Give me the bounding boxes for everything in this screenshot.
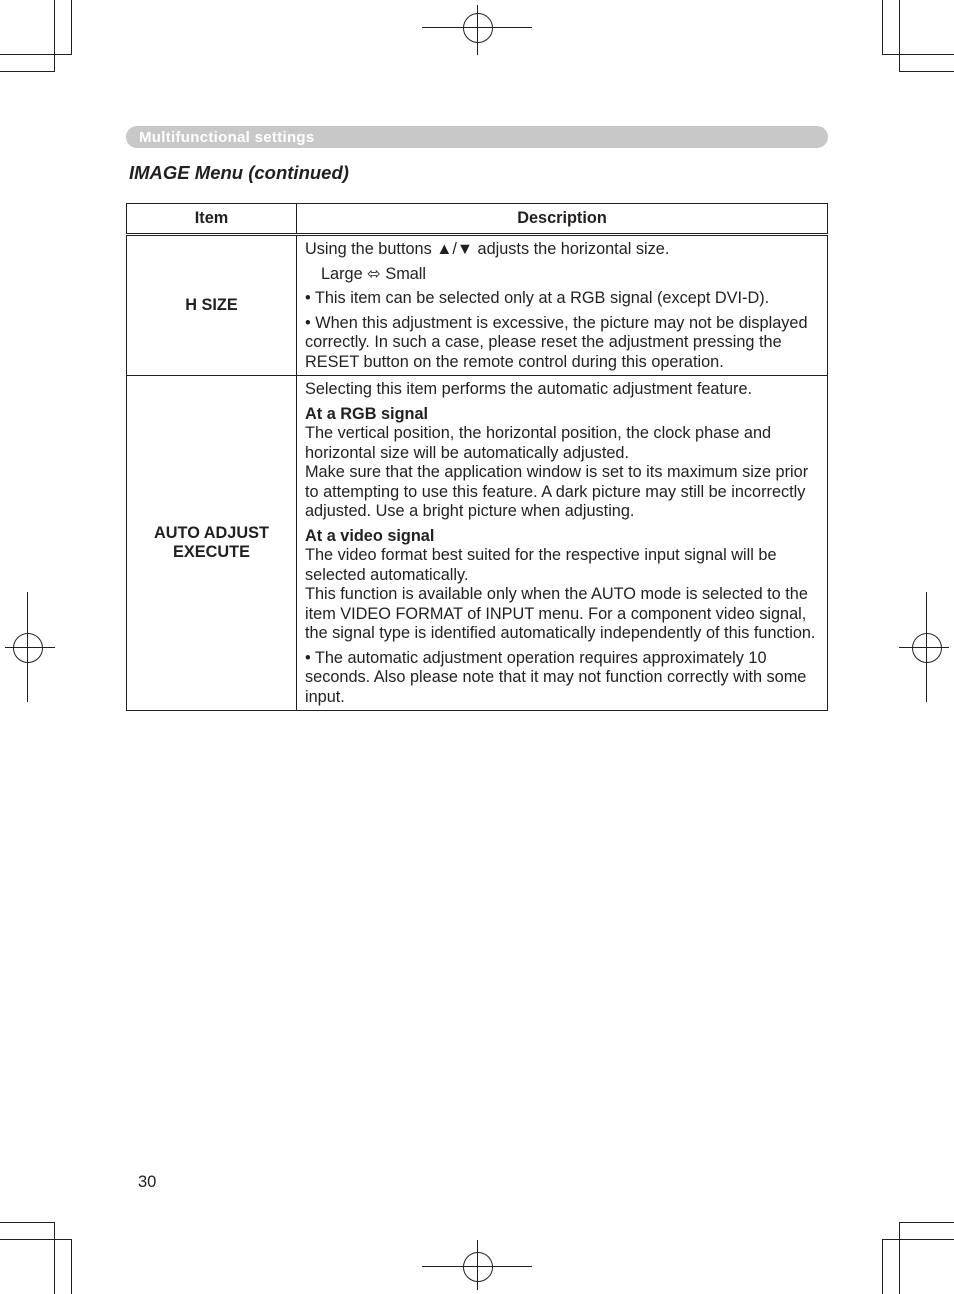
crop-mark	[54, 1222, 55, 1294]
description-text: Selecting this item performs the automatic adjustment feature.	[305, 380, 753, 398]
registration-circle	[463, 1252, 493, 1282]
crop-mark	[54, 0, 55, 72]
description-text: Using the buttons ▲/▼ adjusts the horizontal size.	[305, 240, 670, 258]
description-auto-adjust-execute	[297, 376, 828, 711]
description-h-size	[297, 235, 828, 376]
description-note: • When this adjustment is excessive, the picture may not be displayed correctly. In such a case, please reset the adjustment pressing the RESET button on the remote control during this operation.	[305, 313, 808, 371]
subheading-rgb-signal: At a RGB signal	[305, 404, 429, 423]
description-text: The vertical position, the horizontal position, the clock phase and horizontal size will be automatically adjusted.	[305, 424, 772, 462]
crop-mark	[899, 1222, 900, 1294]
item-name-auto-adjust-execute	[127, 376, 297, 711]
column-header-item: Item	[127, 204, 297, 235]
table-row-auto-adjust-execute	[127, 376, 828, 711]
table-header-row	[127, 204, 828, 235]
description-text: This function is available only when the AUTO mode is selected to the item VIDEO FORMAT of INPUT menu. For a component video signal, the signal type is identified automatically independently of this function.	[305, 585, 816, 642]
description-note: • This item can be selected only at a RGB signal (except DVI-D).	[305, 289, 770, 307]
page-number: 30	[138, 1173, 157, 1191]
crop-mark	[899, 1222, 954, 1223]
registration-circle	[463, 13, 493, 43]
crop-mark	[899, 71, 954, 72]
crop-mark	[0, 54, 72, 55]
crop-mark	[0, 1239, 72, 1240]
crop-mark	[71, 0, 72, 55]
column-header-description: Description	[297, 204, 828, 235]
description-note: • The automatic adjustment operation requires approximately 10 seconds. Also please note that it may not function correctly with some input.	[305, 648, 807, 706]
page-title: IMAGE Menu (continued)	[129, 162, 349, 183]
crop-mark	[882, 54, 954, 55]
item-name-line: EXECUTE	[173, 543, 250, 561]
description-text: Large ⬄ Small	[321, 264, 427, 283]
item-name-h-size: H SIZE	[127, 235, 297, 376]
crop-mark	[71, 1239, 72, 1294]
registration-circle	[912, 633, 942, 663]
item-name-line: AUTO ADJUST	[154, 523, 269, 542]
crop-mark	[882, 0, 883, 55]
table-row-h-size	[127, 235, 828, 376]
section-title: Multifunctional settings	[139, 129, 315, 146]
crop-mark	[882, 1239, 883, 1294]
section-header-bar	[126, 126, 828, 148]
description-text: The video format best suited for the respective input signal will be selected automatically.	[305, 546, 777, 584]
crop-mark	[899, 0, 900, 72]
image-menu-table	[126, 203, 828, 711]
crop-mark	[882, 1239, 954, 1240]
crop-mark	[0, 1222, 55, 1223]
subheading-video-signal: At a video signal	[305, 526, 435, 545]
crop-mark	[0, 71, 55, 72]
registration-circle	[13, 633, 43, 663]
description-text: Make sure that the application window is set to its maximum size prior to attempting to use this feature. A dark picture may still be incorrectly adjusted. Use a bright picture when adjusting.	[305, 463, 809, 520]
